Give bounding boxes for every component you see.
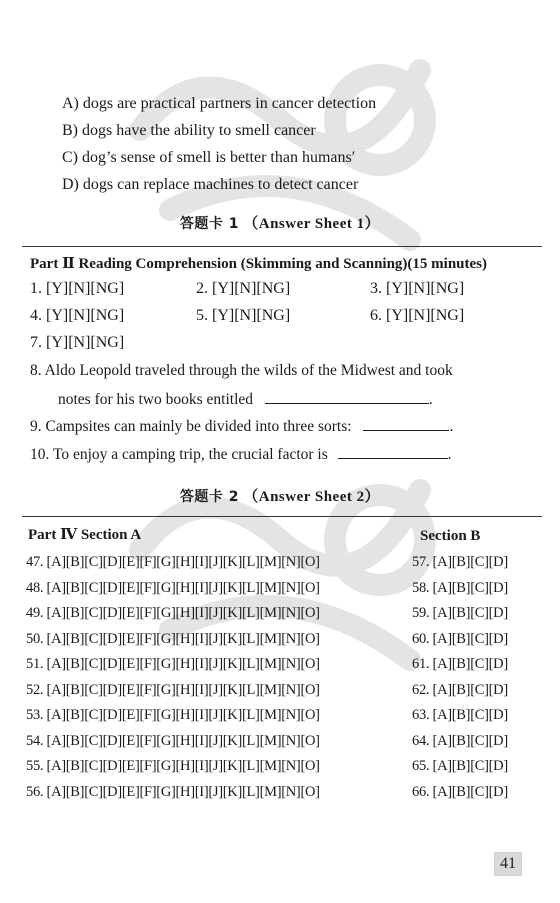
- question-8-line-1: 8. Aldo Leopold traveled through the wilds of the Midwest and took: [30, 362, 453, 379]
- answer-sheet-1-title-cn: 答题卡 1: [179, 216, 239, 232]
- answer-sheet-2-title: [0, 485, 560, 506]
- question-9: 9. Campsites can mainly be divided into three sorts: .: [30, 418, 454, 435]
- question-8-line-2: notes for his two books entitled .: [58, 391, 433, 408]
- answer-item-1[interactable]: 1. [Y][N][NG]: [30, 280, 125, 297]
- section-b-row-64[interactable]: 64. [A][B][C][D]: [412, 732, 508, 749]
- question-10: 10. To enjoy a camping trip, the crucial factor is .: [30, 446, 452, 463]
- answer-options: [62, 90, 376, 198]
- section-a-row-56[interactable]: 56. [A][B][C][D][E][F][G][H][I][J][K][L][M][N][O]: [26, 783, 320, 800]
- section-b-header: Section B: [420, 528, 481, 544]
- question-8-blank[interactable]: [265, 389, 429, 404]
- answer-sheet-1-title-en: （Answer Sheet 1）: [243, 216, 381, 232]
- section-b-row-65[interactable]: 65. [A][B][C][D]: [412, 758, 508, 774]
- section-b-row-58[interactable]: 58. [A][B][C][D]: [412, 579, 508, 596]
- option-b: B) dogs have the ability to smell cancer: [62, 122, 316, 139]
- answer-item-4[interactable]: 4. [Y][N][NG]: [30, 307, 125, 324]
- section-b-row-62[interactable]: 62. [A][B][C][D]: [412, 681, 508, 698]
- page-number: 41: [494, 852, 522, 876]
- answer-item-3[interactable]: 3. [Y][N][NG]: [370, 280, 465, 297]
- answer-item-5[interactable]: 5. [Y][N][NG]: [196, 307, 291, 324]
- answer-item-7[interactable]: 7. [Y][N][NG]: [30, 334, 125, 351]
- section-a-row-47[interactable]: 47. [A][B][C][D][E][F][G][H][I][J][K][L][M][N][O]: [26, 554, 320, 570]
- section-a-row-54[interactable]: 54. [A][B][C][D][E][F][G][H][I][J][K][L][M][N][O]: [26, 732, 320, 749]
- section-a-row-49[interactable]: 49. [A][B][C][D][E][F][G][H][I][J][K][L][M][N][O]: [26, 605, 320, 621]
- answer-sheet-2-title-cn: 答题卡 2: [179, 489, 239, 505]
- question-10-text: 10. To enjoy a camping trip, the crucial factor is: [30, 446, 328, 463]
- section-a-answer-grid: [26, 550, 320, 805]
- section-a-row-53[interactable]: 53. [A][B][C][D][E][F][G][H][I][J][K][L][M][N][O]: [26, 707, 320, 723]
- answer-item-2[interactable]: 2. [Y][N][NG]: [196, 280, 291, 297]
- answer-sheet-1-title: [0, 212, 560, 233]
- option-a: A) dogs are practical partners in cancer detection: [62, 95, 377, 112]
- section-a-row-51[interactable]: 51. [A][B][C][D][E][F][G][H][I][J][K][L][M][N][O]: [26, 656, 320, 672]
- section-b-row-61[interactable]: 61. [A][B][C][D]: [412, 656, 508, 672]
- section-b-answer-grid: [412, 550, 508, 805]
- divider: [22, 246, 542, 247]
- option-c: C) dog’s sense of smell is better than humans′: [62, 149, 356, 166]
- answer-item-6[interactable]: 6. [Y][N][NG]: [370, 307, 465, 324]
- section-a-row-50[interactable]: 50. [A][B][C][D][E][F][G][H][I][J][K][L][M][N][O]: [26, 630, 320, 647]
- part-2-header: Part Ⅱ Reading Comprehension (Skimming and Scanning)(15 minutes): [30, 256, 488, 272]
- question-8-text: notes for his two books entitled: [58, 391, 254, 408]
- section-b-row-57[interactable]: 57. [A][B][C][D]: [412, 554, 508, 570]
- answer-sheet-2-title-en: （Answer Sheet 2）: [243, 489, 381, 505]
- section-b-row-66[interactable]: 66. [A][B][C][D]: [412, 783, 508, 800]
- question-10-blank[interactable]: [338, 444, 448, 459]
- divider: [22, 516, 542, 517]
- section-a-row-48[interactable]: 48. [A][B][C][D][E][F][G][H][I][J][K][L][M][N][O]: [26, 579, 320, 596]
- section-b-row-60[interactable]: 60. [A][B][C][D]: [412, 630, 508, 647]
- section-a-row-55[interactable]: 55. [A][B][C][D][E][F][G][H][I][J][K][L][M][N][O]: [26, 758, 320, 774]
- question-9-blank[interactable]: [363, 416, 449, 431]
- section-a-header: Part Ⅳ Section A: [28, 527, 142, 543]
- option-d: D) dogs can replace machines to detect cancer: [62, 176, 359, 193]
- section-b-row-59[interactable]: 59. [A][B][C][D]: [412, 605, 508, 621]
- question-9-text: 9. Campsites can mainly be divided into three sorts:: [30, 418, 352, 435]
- section-a-row-52[interactable]: 52. [A][B][C][D][E][F][G][H][I][J][K][L][M][N][O]: [26, 681, 320, 698]
- section-b-row-63[interactable]: 63. [A][B][C][D]: [412, 707, 508, 723]
